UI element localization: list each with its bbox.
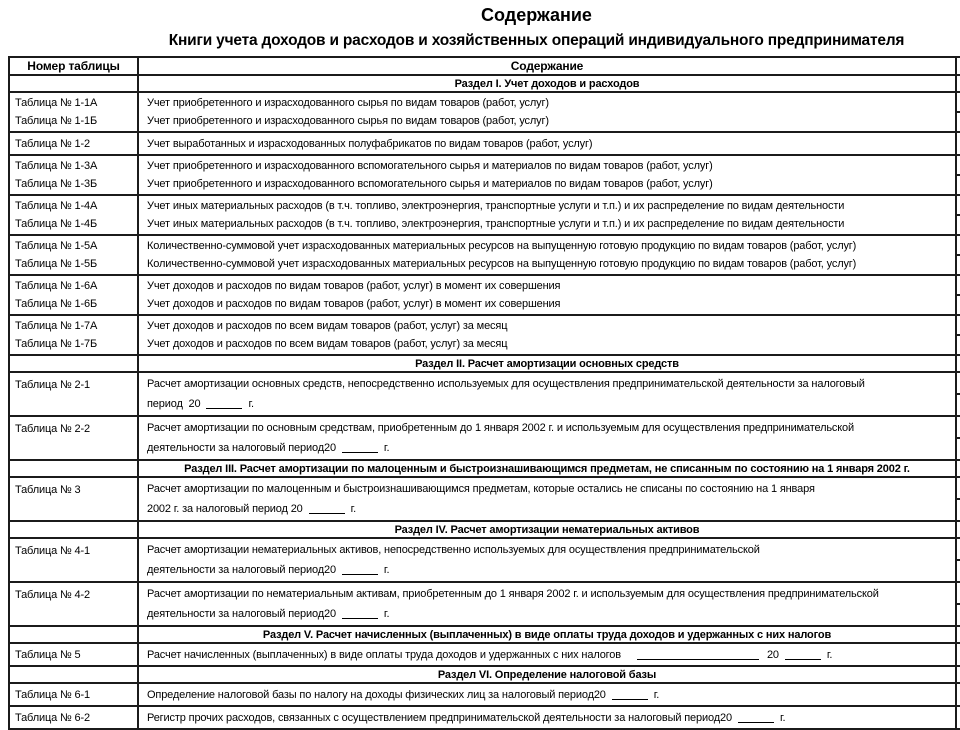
cell-description	[138, 416, 956, 460]
cell-table-number	[9, 477, 138, 521]
table-row-4-1	[9, 538, 960, 582]
table-row-1-2	[9, 132, 960, 155]
cell-page	[956, 460, 960, 477]
cell-page	[956, 477, 960, 521]
table-number-label: Таблица № 4-2	[15, 589, 90, 601]
table-row-6-2	[9, 706, 960, 729]
section-row-5	[9, 626, 960, 643]
table-row-3	[9, 477, 960, 521]
table-number-label: Таблица № 1-2	[15, 137, 90, 150]
cell-table-number	[9, 460, 138, 477]
cell-table-number	[9, 416, 138, 460]
table-row-2-1	[9, 372, 960, 416]
cell-table-number	[9, 643, 138, 666]
cell-description	[138, 582, 956, 626]
table-number-label: Таблица № 1-3Б	[15, 178, 98, 190]
table-number-label: Таблица № 5	[15, 648, 81, 661]
description-line-1: Расчет амортизации основных средств, непосредственно используемых для осуществления предпринимательской деятельности за налоговый	[147, 378, 865, 390]
cell-page	[956, 626, 960, 643]
description: Учет приобретенного и израсходованного сырья по видам товаров (работ, услуг)	[147, 97, 549, 109]
table-row-4-2	[9, 582, 960, 626]
cell-table-number	[9, 538, 138, 582]
cell-table-number	[9, 666, 138, 683]
cell-table-number	[9, 683, 138, 706]
table-number-label: Таблица № 4-1	[15, 545, 90, 557]
cell-page	[956, 372, 960, 416]
table-number-label: Таблица № 1-6Б	[15, 298, 98, 310]
section-row-4	[9, 521, 960, 538]
blank-field	[342, 564, 378, 575]
cell-description	[138, 538, 956, 582]
section-row-6	[9, 666, 960, 683]
cell-page	[956, 582, 960, 626]
cell-description	[138, 683, 956, 706]
cell-page	[956, 666, 960, 683]
table-header-row	[9, 57, 960, 75]
header-cell-page	[956, 57, 960, 75]
description: Учет доходов и расходов по всем видам товаров (работ, услуг) за месяц	[147, 338, 508, 350]
table-number-label: Таблица № 1-7А	[15, 320, 98, 332]
section-row-3	[9, 460, 960, 477]
blank-field	[342, 442, 378, 453]
table-number-label: Таблица № 1-5А	[15, 240, 98, 252]
cell-page	[956, 416, 960, 460]
blank-field	[342, 608, 378, 619]
table-row-6-1	[9, 683, 960, 706]
document-sheet	[8, 5, 960, 730]
cell-table-number	[9, 626, 138, 643]
table-number-label: Таблица № 6-2	[15, 711, 90, 724]
table-number-label: Таблица № 1-1А	[15, 97, 98, 109]
description: Расчет начисленных (выплаченных) в виде оплаты труда доходов и удержанных с них налогов 20 г.	[147, 648, 833, 661]
table-number-label: Таблица № 1-5Б	[15, 258, 98, 270]
description: Учет доходов и расходов по всем видам товаров (работ, услуг) за месяц	[147, 320, 508, 332]
table-row-1-7	[9, 315, 960, 355]
cell-table-number	[9, 275, 138, 315]
table-number-label: Таблица № 1-3А	[15, 160, 98, 172]
description: Учет приобретенного и израсходованного сырья по видам товаров (работ, услуг)	[147, 115, 549, 127]
contents-table	[8, 56, 960, 730]
blank-field	[309, 503, 345, 514]
description-line-2: период 20 г.	[147, 398, 254, 410]
description: Количественно-суммовой учет израсходованных материальных ресурсов на выпущенную готовую продукцию по видам товаров (работ, услуг)	[147, 240, 857, 252]
cell-page	[956, 195, 960, 235]
cell-description	[138, 235, 956, 275]
cell-table-number	[9, 92, 138, 132]
description: Количественно-суммовой учет израсходованных материальных ресурсов на выпущенную готовую продукцию по видам товаров (работ, услуг)	[147, 258, 857, 270]
cell-table-number	[9, 521, 138, 538]
table-number-label: Таблица № 3	[15, 484, 81, 496]
description-line-1: Расчет амортизации нематериальных активов, непосредственно используемых для осуществления предпринимательской	[147, 544, 760, 556]
section-title: Раздел VI. Определение налоговой базы	[138, 666, 956, 683]
cell-description	[138, 643, 956, 666]
blank-field	[612, 689, 648, 700]
table-number-label: Таблица № 6-1	[15, 688, 90, 701]
cell-page	[956, 706, 960, 729]
description: Учет иных материальных расходов (в т.ч. топливо, электроэнергия, транспортные услуги и т.п.) и их распределение по видам деятельности	[147, 200, 845, 212]
description: Регистр прочих расходов, связанных с осуществлением предпринимательской деятельности за налоговый период20 г.	[147, 711, 786, 724]
description-line-1: Расчет амортизации по нематериальным активам, приобретенным до 1 января 2002 г. и используемым для осуществления предпринимательской	[147, 588, 879, 600]
table-number-label: Таблица № 2-2	[15, 423, 90, 435]
cell-page	[956, 155, 960, 195]
cell-table-number	[9, 235, 138, 275]
cell-description	[138, 275, 956, 315]
cell-page	[956, 538, 960, 582]
cell-page	[956, 683, 960, 706]
table-number-label: Таблица № 1-6А	[15, 280, 98, 292]
description-line-2: деятельности за налоговый период20 г.	[147, 608, 390, 620]
cell-page	[956, 75, 960, 92]
cell-page	[956, 521, 960, 538]
description-line-2: деятельности за налоговый период20 г.	[147, 442, 390, 454]
description-line-2: 2002 г. за налоговый период 20 г.	[147, 503, 357, 515]
cell-table-number	[9, 75, 138, 92]
table-number-label: Таблица № 1-7Б	[15, 338, 98, 350]
cell-description	[138, 372, 956, 416]
table-number-label: Таблица № 1-4Б	[15, 218, 98, 230]
table-row-1-1	[9, 92, 960, 132]
description: Учет приобретенного и израсходованного вспомогательного сырья и материалов по видам товаров (работ, услуг)	[147, 178, 713, 190]
table-row-1-3	[9, 155, 960, 195]
cell-table-number	[9, 706, 138, 729]
blank-field	[206, 398, 242, 409]
header-cell-table-number: Номер таблицы	[9, 57, 138, 75]
description: Учет приобретенного и израсходованного вспомогательного сырья и материалов по видам товаров (работ, услуг)	[147, 160, 713, 172]
cell-page	[956, 355, 960, 372]
header-cell-content: Содержание	[138, 57, 956, 75]
table-number-label: Таблица № 1-4А	[15, 200, 98, 212]
section-row-2	[9, 355, 960, 372]
table-number-label: Таблица № 1-1Б	[15, 115, 98, 127]
table-row-1-5	[9, 235, 960, 275]
table-row-5	[9, 643, 960, 666]
section-title: Раздел IV. Расчет амортизации нематериальных активов	[138, 521, 956, 538]
cell-table-number	[9, 582, 138, 626]
page-title: Содержание	[481, 5, 592, 25]
cell-table-number	[9, 132, 138, 155]
description: Определение налоговой базы по налогу на доходы физических лиц за налоговый период20 г.	[147, 688, 660, 701]
cell-description	[138, 477, 956, 521]
description-line-1: Расчет амортизации по малоценным и быстроизнашивающимся предметам, которые остались не списаны по состоянию на 1 января	[147, 483, 815, 495]
table-row-1-6	[9, 275, 960, 315]
cell-table-number	[9, 195, 138, 235]
cell-page	[956, 92, 960, 132]
cell-description	[138, 195, 956, 235]
cell-page	[956, 275, 960, 315]
cell-description	[138, 706, 956, 729]
cell-table-number	[9, 155, 138, 195]
section-title: Раздел I. Учет доходов и расходов	[138, 75, 956, 92]
blank-field	[785, 649, 821, 660]
cell-description	[138, 92, 956, 132]
section-title: Раздел III. Расчет амортизации по малоценным и быстроизнашивающимся предметам, не списанным по состоянию на 1 января 2002 г.	[138, 460, 956, 477]
cell-page	[956, 235, 960, 275]
section-title: Раздел II. Расчет амортизации основных средств	[138, 355, 956, 372]
table-row-1-4	[9, 195, 960, 235]
cell-page	[956, 643, 960, 666]
description: Учет доходов и расходов по видам товаров (работ, услуг) в момент их совершения	[147, 298, 561, 310]
cell-table-number	[9, 315, 138, 355]
cell-description	[138, 132, 956, 155]
section-title: Раздел V. Расчет начисленных (выплаченных) в виде оплаты труда доходов и удержанных с них налогов	[138, 626, 956, 643]
cell-page	[956, 315, 960, 355]
description-line-2: деятельности за налоговый период20 г.	[147, 564, 390, 576]
cell-description	[138, 155, 956, 195]
cell-table-number	[9, 372, 138, 416]
page-subtitle: Книги учета доходов и расходов и хозяйственных операций индивидуального предпринимателя	[168, 32, 905, 49]
blank-field	[738, 712, 774, 723]
cell-table-number	[9, 355, 138, 372]
description: Учет выработанных и израсходованных полуфабрикатов по видам товаров (работ, услуг)	[147, 137, 593, 150]
blank-field	[637, 649, 759, 660]
description: Учет доходов и расходов по видам товаров (работ, услуг) в момент их совершения	[147, 280, 561, 292]
table-number-label: Таблица № 2-1	[15, 379, 90, 391]
table-row-2-2	[9, 416, 960, 460]
description-line-1: Расчет амортизации по основным средствам, приобретенным до 1 января 2002 г. и используемым для осуществления предпринимательской	[147, 422, 855, 434]
section-row-1	[9, 75, 960, 92]
cell-page	[956, 132, 960, 155]
cell-description	[138, 315, 956, 355]
description: Учет иных материальных расходов (в т.ч. топливо, электроэнергия, транспортные услуги и т.п.) и их распределение по видам деятельности	[147, 218, 845, 230]
